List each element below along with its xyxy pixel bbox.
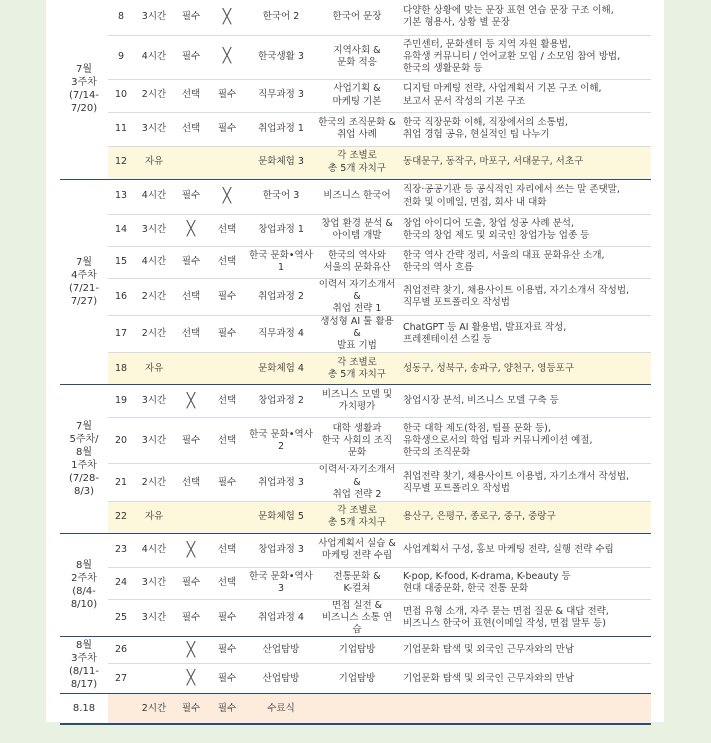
- course-name: 취업과정 4: [246, 599, 316, 636]
- requirement-b: 선택: [208, 246, 246, 278]
- course-name: 산업탐방: [246, 637, 316, 664]
- session-number: 12: [108, 146, 134, 179]
- course-name: 창업과정 3: [246, 533, 316, 567]
- session-number: 13: [108, 179, 134, 214]
- description-cell: 동대문구, 동작구, 마포구, 서대문구, 서초구: [398, 146, 651, 179]
- schedule-row: [60, 664, 651, 694]
- requirement-b: 선택: [208, 418, 246, 464]
- requirement-b: [208, 501, 246, 533]
- session-number: 27: [108, 664, 134, 694]
- session-number: 14: [108, 214, 134, 246]
- topic-cell: [316, 694, 398, 724]
- schedule-row: [60, 567, 651, 599]
- course-name: 취업과정 2: [246, 278, 316, 315]
- description-cell: 한국 대학 제도(학점, 팀플 문화 등), 유학생으로서의 학업 팁과 커뮤니케이션 예절, 한국의 조직문화: [398, 418, 651, 464]
- session-hours: 3시간: [134, 385, 174, 418]
- session-hours: 3시간: [134, 214, 174, 246]
- description-cell: 취업전략 찾기, 채용사이트 이용법, 자기소개서 작성법, 직무별 포트폴리오 작성법: [398, 278, 651, 315]
- course-name: 창업과정 1: [246, 214, 316, 246]
- requirement-b: 필수: [208, 694, 246, 724]
- session-hours: 자유: [134, 501, 174, 533]
- session-number: 11: [108, 112, 134, 146]
- course-name: 직무과정 3: [246, 79, 316, 112]
- week-cell: 7월 4주차 (7/21- 7/27): [60, 179, 108, 385]
- session-hours: 2시간: [134, 694, 174, 724]
- x-mark-icon: ╳: [186, 641, 196, 658]
- course-name: 산업탐방: [246, 664, 316, 694]
- requirement-b: 필수: [208, 315, 246, 352]
- course-name: 한국어 3: [246, 179, 316, 214]
- schedule-row: [60, 179, 651, 214]
- requirement-b: [208, 35, 246, 79]
- session-number: 9: [108, 35, 134, 79]
- requirement-a: 선택: [174, 315, 208, 352]
- requirement-a: [174, 664, 208, 694]
- week-cell: 7월 5주차/ 8월 1주차 (7/28- 8/3): [60, 385, 108, 533]
- requirement-b: 선택: [208, 385, 246, 418]
- session-hours: [134, 664, 174, 694]
- requirement-a: 필수: [174, 0, 208, 35]
- schedule-row: [60, 418, 651, 464]
- requirement-a: 필수: [174, 35, 208, 79]
- description-cell: 창업 아이디어 도출, 창업 성공 사례 분석, 한국의 창업 제도 및 외국인 창업가능 업종 등: [398, 214, 651, 246]
- schedule-row: [60, 353, 651, 385]
- week-cell: 8월 3주차 (8/11- 8/17): [60, 637, 108, 694]
- session-number: 20: [108, 418, 134, 464]
- topic-cell: 면접 실전 & 비즈니스 소통 연습: [316, 599, 398, 636]
- description-cell: 한국 직장문화 이해, 직장에서의 소통법, 취업 경험 공유, 현실적인 팁 나누기: [398, 112, 651, 146]
- topic-cell: 각 조별로 총 5개 자치구: [316, 501, 398, 533]
- session-number: 18: [108, 353, 134, 385]
- session-hours: 4시간: [134, 533, 174, 567]
- topic-cell: 창업 환경 분석 & 아이템 개발: [316, 214, 398, 246]
- session-hours: 2시간: [134, 464, 174, 501]
- session-hours: 자유: [134, 353, 174, 385]
- requirement-a: [174, 637, 208, 664]
- description-cell: ChatGPT 등 AI 활용법, 발표자료 작성, 프레젠테이션 스킬 등: [398, 315, 651, 352]
- description-cell: 주민센터, 문화센터 등 지역 자원 활용법, 유학생 커뮤니티 / 언어교환 모임 / 소모임 참여 방법, 한국의 생활문화 등: [398, 35, 651, 79]
- requirement-a: [174, 385, 208, 418]
- requirement-a: 선택: [174, 464, 208, 501]
- requirement-b: 필수: [208, 637, 246, 664]
- requirement-a: [174, 533, 208, 567]
- x-mark-icon: ╳: [186, 221, 196, 238]
- session-hours: 4시간: [134, 246, 174, 278]
- requirement-a: 필수: [174, 246, 208, 278]
- requirement-b: 선택: [208, 214, 246, 246]
- schedule-row: [60, 637, 651, 664]
- schedule-row: [60, 385, 651, 418]
- topic-cell: 기업탐방: [316, 664, 398, 694]
- topic-cell: 비즈니스 모델 및 가치평가: [316, 385, 398, 418]
- topic-cell: 기업탐방: [316, 637, 398, 664]
- topic-cell: 사업계획서 실습 & 마케팅 전략 수립: [316, 533, 398, 567]
- session-number: 10: [108, 79, 134, 112]
- requirement-b: 필수: [208, 112, 246, 146]
- description-cell: 직장·공공기관 등 공식적인 자리에서 쓰는 말 존댓말, 전화 및 이메일, 면접, 회사 내 대화: [398, 179, 651, 214]
- schedule-row: [60, 533, 651, 567]
- session-hours: 3시간: [134, 0, 174, 35]
- schedule-row: [60, 278, 651, 315]
- requirement-b: 필수: [208, 664, 246, 694]
- requirement-a: 필수: [174, 567, 208, 599]
- session-hours: 3시간: [134, 599, 174, 636]
- session-hours: 자유: [134, 146, 174, 179]
- session-hours: 2시간: [134, 79, 174, 112]
- requirement-b: [208, 179, 246, 214]
- description-cell: 취업전략 찾기, 채용사이트 이용법, 자기소개서 작성법, 직무별 포트폴리오 작성법: [398, 464, 651, 501]
- session-hours: 4시간: [134, 35, 174, 79]
- requirement-a: 필수: [174, 179, 208, 214]
- topic-cell: 비즈니스 한국어: [316, 179, 398, 214]
- course-name: 한국 문화•역사 1: [246, 246, 316, 278]
- requirement-a: [174, 146, 208, 179]
- session-hours: 4시간: [134, 179, 174, 214]
- requirement-a: 필수: [174, 694, 208, 724]
- course-name: 한국생활 3: [246, 35, 316, 79]
- session-hours: 2시간: [134, 278, 174, 315]
- week-cell: 8월 2주차 (8/4- 8/10): [60, 533, 108, 636]
- requirement-b: 필수: [208, 278, 246, 315]
- requirement-a: [174, 353, 208, 385]
- schedule-row: [60, 112, 651, 146]
- description-cell: 다양한 상황에 맞는 문장 표현 연습 문장 구조 이해, 기본 형용사, 상황 별 문장: [398, 0, 651, 35]
- description-cell: 사업계획서 구성, 홍보 마케팅 전략, 실행 전략 수립: [398, 533, 651, 567]
- requirement-a: 선택: [174, 79, 208, 112]
- course-name: 창업과정 2: [246, 385, 316, 418]
- course-name: 취업과정 3: [246, 464, 316, 501]
- description-cell: 성동구, 성북구, 송파구, 양천구, 영등포구: [398, 353, 651, 385]
- schedule-row: [60, 464, 651, 501]
- graduation-row: [60, 694, 651, 724]
- topic-cell: 대학 생활과 한국 사회의 조직문화: [316, 418, 398, 464]
- requirement-a: 선택: [174, 278, 208, 315]
- requirement-a: 필수: [174, 418, 208, 464]
- session-hours: 3시간: [134, 112, 174, 146]
- session-number: [108, 694, 134, 724]
- description-cell: 용산구, 은평구, 종로구, 중구, 중랑구: [398, 501, 651, 533]
- session-number: 16: [108, 278, 134, 315]
- description-cell: 창업시장 분석, 비즈니스 모델 구축 등: [398, 385, 651, 418]
- session-number: 21: [108, 464, 134, 501]
- course-name: 한국어 2: [246, 0, 316, 35]
- session-number: 17: [108, 315, 134, 352]
- x-mark-icon: ╳: [186, 392, 196, 409]
- topic-cell: 지역사회 & 문화 적응: [316, 35, 398, 79]
- x-mark-icon: ╳: [222, 48, 232, 65]
- description-cell: 면접 유형 소개, 자주 묻는 면접 질문 & 대답 전략, 비즈니스 한국어 표현(이메일 작성, 면접 말투 등): [398, 599, 651, 636]
- requirement-b: 필수: [208, 464, 246, 501]
- requirement-a: 선택: [174, 112, 208, 146]
- week-cell: 7월 3주차 (7/14- 7/20): [60, 0, 108, 179]
- description-cell: [398, 694, 651, 724]
- session-hours: [134, 637, 174, 664]
- schedule-body: [60, 0, 651, 724]
- session-number: 23: [108, 533, 134, 567]
- description-cell: K-pop, K-food, K-drama, K-beauty 등 현대 대중문화, 한국 전통 문화: [398, 567, 651, 599]
- requirement-a: [174, 501, 208, 533]
- schedule-row: [60, 0, 651, 35]
- course-name: 문화체험 4: [246, 353, 316, 385]
- description-cell: 기업문화 탐색 및 외국인 근무자와의 만남: [398, 637, 651, 664]
- topic-cell: 한국의 역사와 서울의 문화유산: [316, 246, 398, 278]
- requirement-b: [208, 0, 246, 35]
- course-name: 직무과정 4: [246, 315, 316, 352]
- session-hours: 3시간: [134, 567, 174, 599]
- schedule-row: [60, 246, 651, 278]
- topic-cell: 생성형 AI 툴 활용 & 발표 기법: [316, 315, 398, 352]
- requirement-b: 선택: [208, 567, 246, 599]
- requirement-b: [208, 146, 246, 179]
- x-mark-icon: ╳: [222, 8, 232, 25]
- schedule-row: [60, 35, 651, 79]
- requirement-b: 선택: [208, 533, 246, 567]
- x-mark-icon: ╳: [186, 541, 196, 558]
- session-number: 22: [108, 501, 134, 533]
- session-number: 26: [108, 637, 134, 664]
- description-cell: 디지털 마케팅 전략, 사업계획서 기본 구조 이해, 보고서 문서 작성의 기본 구조: [398, 79, 651, 112]
- session-number: 25: [108, 599, 134, 636]
- session-number: 24: [108, 567, 134, 599]
- requirement-a: [174, 214, 208, 246]
- schedule-sheet: [46, 0, 664, 722]
- topic-cell: 한국의 조직문화 & 취업 사례: [316, 112, 398, 146]
- x-mark-icon: ╳: [186, 670, 196, 687]
- topic-cell: 한국어 문장: [316, 0, 398, 35]
- course-name: 문화체험 5: [246, 501, 316, 533]
- course-name: 한국 문화•역사 2: [246, 418, 316, 464]
- topic-cell: 각 조별로 총 5개 자치구: [316, 146, 398, 179]
- topic-cell: 이력서 자기소개서 & 취업 전략 1: [316, 278, 398, 315]
- schedule-row: [60, 599, 651, 636]
- topic-cell: 전통문화 & K-컬쳐: [316, 567, 398, 599]
- schedule-table: [60, 0, 651, 725]
- description-cell: 한국 역사 간략 정리, 서울의 대표 문화유산 소개, 한국의 역사 흐름: [398, 246, 651, 278]
- session-hours: 2시간: [134, 315, 174, 352]
- topic-cell: 각 조별로 총 5개 자치구: [316, 353, 398, 385]
- x-mark-icon: ╳: [222, 187, 232, 204]
- requirement-b: 필수: [208, 79, 246, 112]
- schedule-row: [60, 315, 651, 352]
- schedule-row: [60, 146, 651, 179]
- schedule-row: [60, 214, 651, 246]
- course-name: 한국 문화•역사 3: [246, 567, 316, 599]
- requirement-b: 필수: [208, 599, 246, 636]
- session-number: 15: [108, 246, 134, 278]
- course-name: 취업과정 1: [246, 112, 316, 146]
- session-number: 8: [108, 0, 134, 35]
- week-cell: 8.18: [60, 694, 108, 724]
- session-hours: 3시간: [134, 418, 174, 464]
- schedule-row: [60, 79, 651, 112]
- course-name: 문화체험 3: [246, 146, 316, 179]
- topic-cell: 사업기획 & 마케팅 기본: [316, 79, 398, 112]
- topic-cell: 이력서·자기소개서 & 취업 전략 2: [316, 464, 398, 501]
- schedule-row: [60, 501, 651, 533]
- description-cell: 기업문화 탐색 및 외국인 근무자와의 만남: [398, 664, 651, 694]
- course-name: 수료식: [246, 694, 316, 724]
- requirement-b: [208, 353, 246, 385]
- requirement-a: 필수: [174, 599, 208, 636]
- session-number: 19: [108, 385, 134, 418]
